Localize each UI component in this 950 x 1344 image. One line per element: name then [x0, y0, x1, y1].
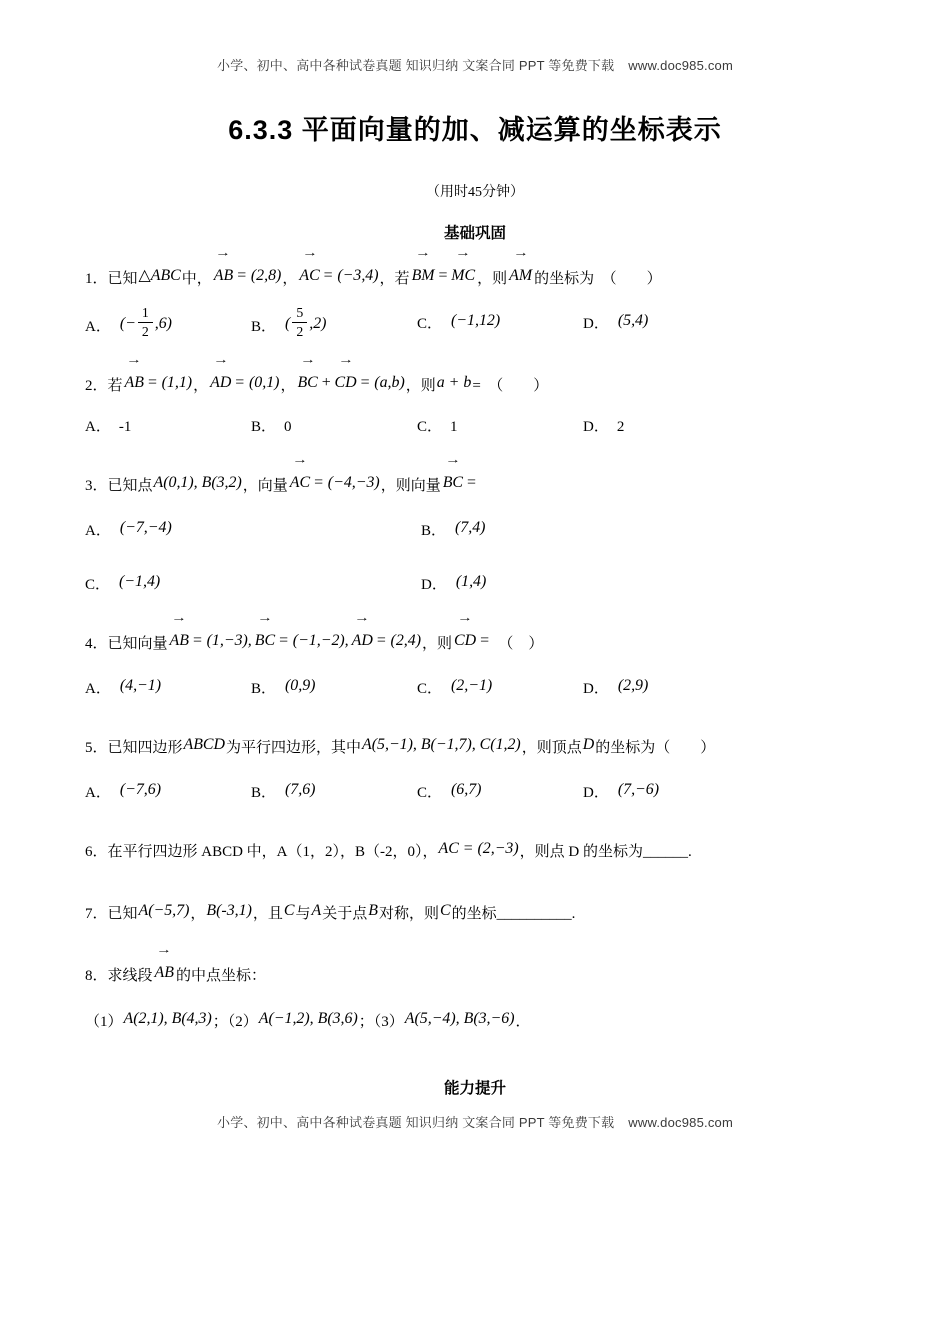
- options-row: [85, 412, 865, 442]
- option-label: B．: [251, 681, 277, 698]
- option-A: [85, 774, 251, 808]
- math-expression: △ABC: [138, 267, 181, 284]
- vector-AC: → AC: [288, 464, 312, 501]
- math-expression: ,2): [309, 315, 327, 333]
- option-label: C．: [417, 785, 443, 802]
- math-expression: A(−5,7): [138, 902, 190, 920]
- question-text: 4．已知向量 → AB = (1,−3), → BC = (−1,−2), → AD = (2,4)，则 → CD = （ ）: [85, 622, 865, 662]
- option-label: C．: [85, 577, 111, 594]
- option-value: [284, 677, 316, 697]
- fraction: [138, 305, 153, 340]
- option-value: 1: [450, 419, 458, 436]
- header-text: 小学、初中、高中各种试卷真题 知识归纳 文案合同 PPT 等免费下载: [217, 58, 615, 73]
- option-label: D．: [583, 419, 609, 436]
- math-expression: (6,7): [451, 781, 482, 799]
- option-label: D．: [421, 577, 447, 594]
- option-value: [284, 781, 316, 801]
- question-text: 5．已知四边形ABCD为平行四边形，其中A(5,−1), B(−1,7), C(1,2)，则顶点D的坐标为（ ）: [85, 736, 716, 756]
- question-text: 3．已知点A(0,1), B(3,2)，向量 → AC = (−4,−3)，则向量 → BC =: [85, 464, 865, 504]
- footer-url: www.doc985.com: [628, 1115, 733, 1131]
- fraction-denominator: 2: [296, 323, 304, 339]
- question-2: [85, 364, 865, 442]
- math-expression: = (a,b): [359, 374, 405, 392]
- option-value: 0: [284, 419, 292, 436]
- math-expression: = (2,8): [236, 267, 282, 284]
- math-expression: =: [437, 267, 449, 284]
- vector-CD: → CD: [333, 364, 359, 401]
- question-text: 6．在平行四边形 ABCD 中，A（1，2），B（-2，0），AC = (2,−3)，则点 D 的坐标为______.: [85, 840, 692, 860]
- subtitle: （用时45分钟）: [426, 185, 524, 200]
- option-label: B．: [421, 523, 447, 540]
- option-value: [617, 312, 649, 332]
- math-expression: =: [479, 632, 490, 650]
- math-expression: AC = (2,−3): [438, 840, 519, 858]
- math-expression: = (2,4): [375, 632, 421, 650]
- vector-AD: → AD: [350, 622, 375, 659]
- option-C: [85, 566, 421, 600]
- option-value: [450, 677, 493, 697]
- vector-AB: → AB: [168, 622, 191, 659]
- option-label: A．: [85, 785, 111, 802]
- option-D: [583, 774, 749, 808]
- option-B: [251, 305, 417, 342]
- math-expression: C: [283, 902, 295, 920]
- option-value: [454, 519, 486, 539]
- math-expression: (−7,−4): [119, 519, 172, 537]
- vector-BC: → BC: [441, 464, 465, 501]
- option-B: [251, 670, 417, 704]
- vector-BC: → BC: [295, 364, 319, 401]
- option-B: [251, 412, 417, 442]
- question-8: [85, 954, 865, 1040]
- option-value: [450, 781, 482, 801]
- page-header: [85, 55, 865, 74]
- math-expression: = (1,−3),: [191, 632, 252, 650]
- math-expression: (4,−1): [119, 677, 162, 695]
- math-expression: (: [285, 315, 291, 333]
- question-text: （1）A(2,1), B(4,3)；（2）A(−1,2), B(3,6)；（3）A(5,−4), B(3,−6)．: [85, 1010, 531, 1031]
- math-expression: = (0,1): [234, 374, 280, 392]
- vector-AB: → AB: [153, 954, 176, 991]
- option-C: [417, 774, 583, 808]
- question-text: 7．已知A(−5,7)，B(-3,1)，且C与A关于点B对称，则C的坐标__________.: [85, 902, 576, 922]
- option-label: A．: [85, 681, 111, 698]
- option-value: [617, 677, 649, 697]
- options-row: [85, 305, 865, 342]
- vector-BC: → BC: [253, 622, 277, 659]
- math-expression: A: [311, 902, 322, 920]
- option-label: B．: [251, 785, 277, 802]
- option-value: [118, 573, 161, 593]
- math-expression: C: [439, 902, 451, 920]
- math-expression: (−1,12): [451, 312, 501, 330]
- math-expression: (7,6): [285, 781, 316, 799]
- option-C: [417, 412, 583, 442]
- option-value: [284, 305, 327, 339]
- option-C: [417, 305, 583, 342]
- option-label: C．: [417, 315, 443, 332]
- question-7: [85, 892, 865, 932]
- fraction: [292, 305, 307, 340]
- question-5: [85, 726, 865, 808]
- math-expression: +: [320, 374, 332, 392]
- fraction-numerator: 5: [292, 305, 307, 323]
- option-label: A．: [85, 523, 111, 540]
- math-expression: D: [582, 736, 595, 754]
- math-expression: ABCD: [183, 736, 226, 754]
- math-expression: (−: [119, 315, 136, 333]
- math-expression: a + b: [436, 374, 472, 392]
- questions-container: [85, 257, 865, 1040]
- vector-MC: → MC: [449, 257, 477, 294]
- math-expression: = (1,1): [146, 374, 193, 392]
- math-expression: (−1,4): [119, 573, 161, 591]
- option-A: [85, 670, 251, 704]
- question-text: 2．若 → AB = (1,1)， → AD = (0,1)， → BC + → CD = (a,b)，则a + b= （ ）: [85, 364, 865, 404]
- fraction-denominator: 2: [141, 323, 149, 339]
- math-expression: (5,4): [617, 312, 649, 330]
- vector-CD: → CD: [452, 622, 478, 659]
- page-footer: [85, 1112, 865, 1131]
- option-value: [119, 677, 162, 697]
- option-B: [421, 512, 757, 546]
- option-A: [85, 412, 251, 442]
- option-value: [119, 781, 162, 801]
- option-label: A．: [85, 419, 111, 436]
- math-expression: (7,4): [455, 519, 486, 537]
- vector-AC: → AC: [297, 257, 321, 294]
- section-heading-basic: 基础巩固: [443, 225, 506, 242]
- math-expression: (−7,6): [119, 781, 162, 799]
- option-D: [583, 670, 749, 704]
- vector-AB: → AB: [123, 364, 146, 401]
- option-value: [455, 573, 487, 593]
- option-B: [251, 774, 417, 808]
- option-label: D．: [583, 785, 609, 802]
- math-expression: (2,9): [617, 677, 649, 695]
- math-expression: = (−3,4): [322, 267, 379, 284]
- section-heading-advanced: 能力提升: [443, 1080, 506, 1098]
- math-expression: A(−1,2), B(3,6): [258, 1010, 358, 1028]
- option-A: [85, 305, 251, 342]
- vector-AM: → AM: [507, 257, 534, 294]
- option-value: [617, 781, 660, 801]
- math-expression: (0,9): [285, 677, 316, 695]
- option-D: [421, 566, 757, 600]
- question-6: [85, 830, 865, 870]
- math-expression: A(5,−4), B(3,−6): [404, 1010, 515, 1028]
- question-text: 8．求线段 → AB 的中点坐标：: [85, 954, 865, 994]
- math-expression: = (−4,−3): [313, 474, 380, 492]
- vector-AD: → AD: [208, 364, 233, 401]
- option-value: [119, 305, 173, 339]
- question-4: [85, 622, 865, 704]
- option-A: [85, 512, 421, 546]
- fraction-numerator: 1: [138, 305, 153, 323]
- math-expression: A(2,1), B(4,3): [123, 1010, 212, 1028]
- option-C: [417, 670, 583, 704]
- options-row: [85, 512, 865, 600]
- option-value: -1: [118, 419, 132, 436]
- options-row: [85, 774, 865, 808]
- math-expression: (2,−1): [451, 677, 493, 695]
- math-expression: B(-3,1): [206, 902, 252, 920]
- option-value: 2: [616, 419, 625, 436]
- math-expression: (7,−6): [617, 781, 660, 799]
- option-label: B．: [251, 319, 277, 336]
- question-1: [85, 257, 865, 342]
- page-title: 6.3.3 平面向量的加、减运算的坐标表示: [228, 115, 722, 145]
- question-3: [85, 464, 865, 600]
- option-label: B．: [251, 419, 277, 436]
- option-value: [450, 312, 501, 332]
- option-label: D．: [583, 315, 609, 332]
- option-label: C．: [417, 419, 443, 436]
- header-url: www.doc985.com: [628, 58, 733, 73]
- vector-AB: → AB: [212, 257, 235, 294]
- math-expression: A(0,1), B(3,2): [153, 474, 242, 492]
- math-expression: (1,4): [455, 573, 487, 591]
- math-expression: A(5,−1), B(−1,7), C(1,2): [362, 736, 521, 754]
- footer-text: 小学、初中、高中各种试卷真题 知识归纳 文案合同 PPT 等免费下载: [217, 1115, 615, 1131]
- math-expression: B: [368, 902, 378, 920]
- question-text: 1．已知△ABC中， → AB = (2,8)， → AC = (−3,4)，若 → BM = → MC ，则 → AM 的坐标为 （ ）: [85, 257, 865, 297]
- option-D: [583, 305, 749, 342]
- option-label: D．: [583, 681, 609, 698]
- vector-BM: → BM: [410, 257, 437, 294]
- option-D: [583, 412, 749, 442]
- math-expression: ,6): [154, 315, 172, 333]
- option-value: [119, 519, 173, 539]
- math-expression: =: [466, 474, 477, 492]
- math-expression: = (−1,−2),: [278, 632, 349, 650]
- option-label: C．: [417, 681, 443, 698]
- option-label: A．: [85, 319, 111, 336]
- options-row: [85, 670, 865, 704]
